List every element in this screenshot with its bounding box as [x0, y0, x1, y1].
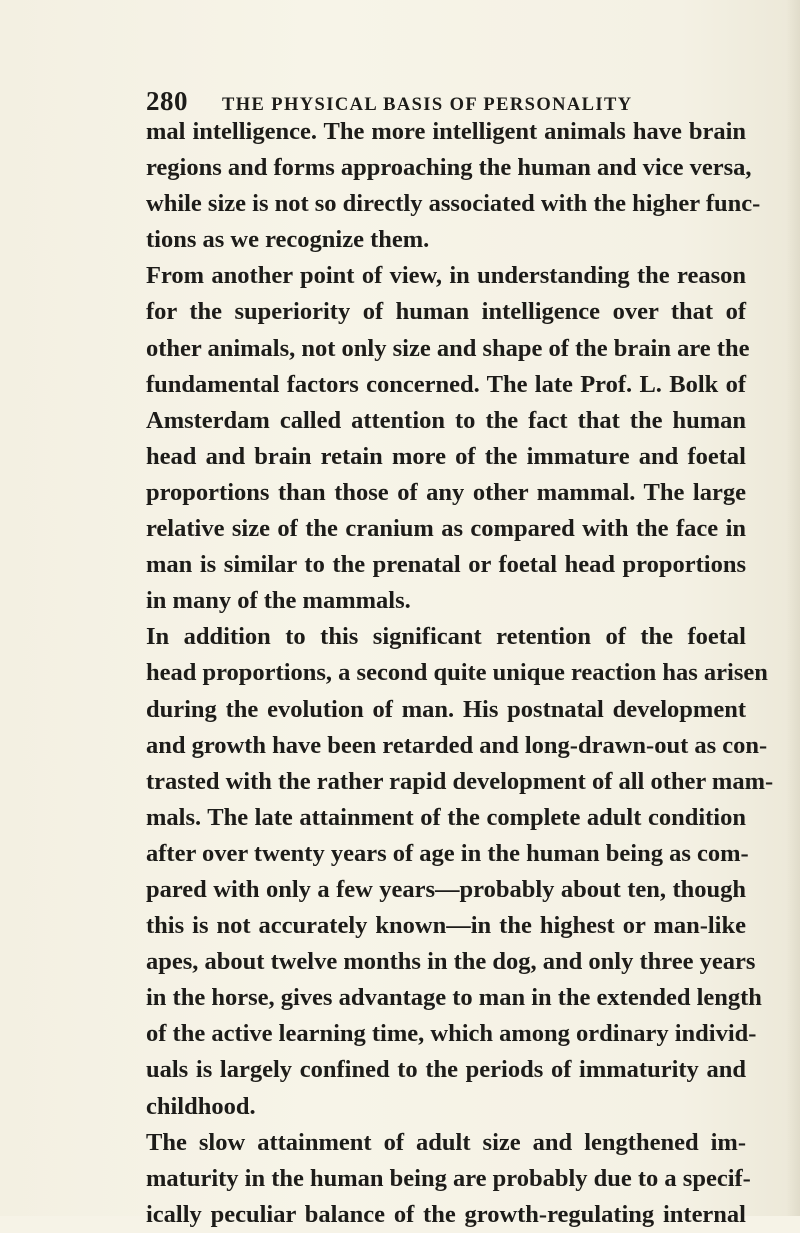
text-line: relative size of the cranium as compared with the face in: [146, 515, 746, 543]
text-line: this is not accurately known—in the highest or man-like: [146, 912, 746, 940]
text-line: in the horse, gives advantage to man in the extended length: [146, 984, 762, 1012]
text-line: other animals, not only size and shape of the brain are the: [146, 334, 750, 362]
text-line: tions as we recognize them.: [146, 226, 430, 254]
text-line: Amsterdam called attention to the fact that the human: [146, 406, 746, 434]
text-line: and growth have been retarded and long-drawn-out as con-: [146, 731, 768, 759]
text-line: while size is not so directly associated with the higher func-: [146, 190, 761, 218]
text-line: of the active learning time, which among ordinary individ-: [146, 1020, 757, 1048]
page-edge-shadow: [786, 0, 800, 1216]
text-line: man is similar to the prenatal or foetal head proportions: [146, 551, 746, 579]
text-line: regions and forms approaching the human and vice versa,: [146, 154, 752, 182]
text-line: apes, about twelve months in the dog, and only three years: [146, 948, 756, 976]
text-line: ically peculiar balance of the growth-regulating internal: [146, 1200, 746, 1228]
text-line: head and brain retain more of the immature and foetal: [146, 442, 746, 470]
body-text: [146, 114, 774, 1233]
text-line: during the evolution of man. His postnatal development: [146, 695, 746, 723]
text-line: proportions than those of any other mammal. The large: [146, 478, 746, 506]
text-line: pared with only a few years—probably about ten, though: [146, 875, 746, 903]
text-line: in many of the mammals.: [146, 587, 411, 615]
running-head: THE PHYSICAL BASIS OF PERSONALITY: [222, 95, 633, 115]
text-line: head proportions, a second quite unique reaction has arisen: [146, 659, 768, 687]
text-line: childhood.: [146, 1092, 256, 1120]
text-line: maturity in the human being are probably due to a specif-: [146, 1164, 751, 1192]
text-line: trasted with the rather rapid development of all other mam-: [146, 767, 774, 795]
text-line: fundamental factors concerned. The late Prof. L. Bolk of: [146, 370, 746, 398]
text-line: From another point of view, in understanding the reason: [146, 262, 746, 290]
text-line: mals. The late attainment of the complete adult condition: [146, 803, 746, 831]
page-number: 280: [146, 86, 188, 116]
text-line: for the superiority of human intelligence over that of: [146, 298, 746, 326]
text-line: after over twenty years of age in the human being as com-: [146, 839, 749, 867]
text-line: uals is largely confined to the periods of immaturity and: [146, 1056, 746, 1084]
text-line: mal intelligence. The more intelligent animals have brain: [146, 118, 746, 145]
text-line: The slow attainment of adult size and lengthened im-: [146, 1128, 746, 1156]
text-line: In addition to this significant retention of the foetal: [146, 623, 746, 651]
